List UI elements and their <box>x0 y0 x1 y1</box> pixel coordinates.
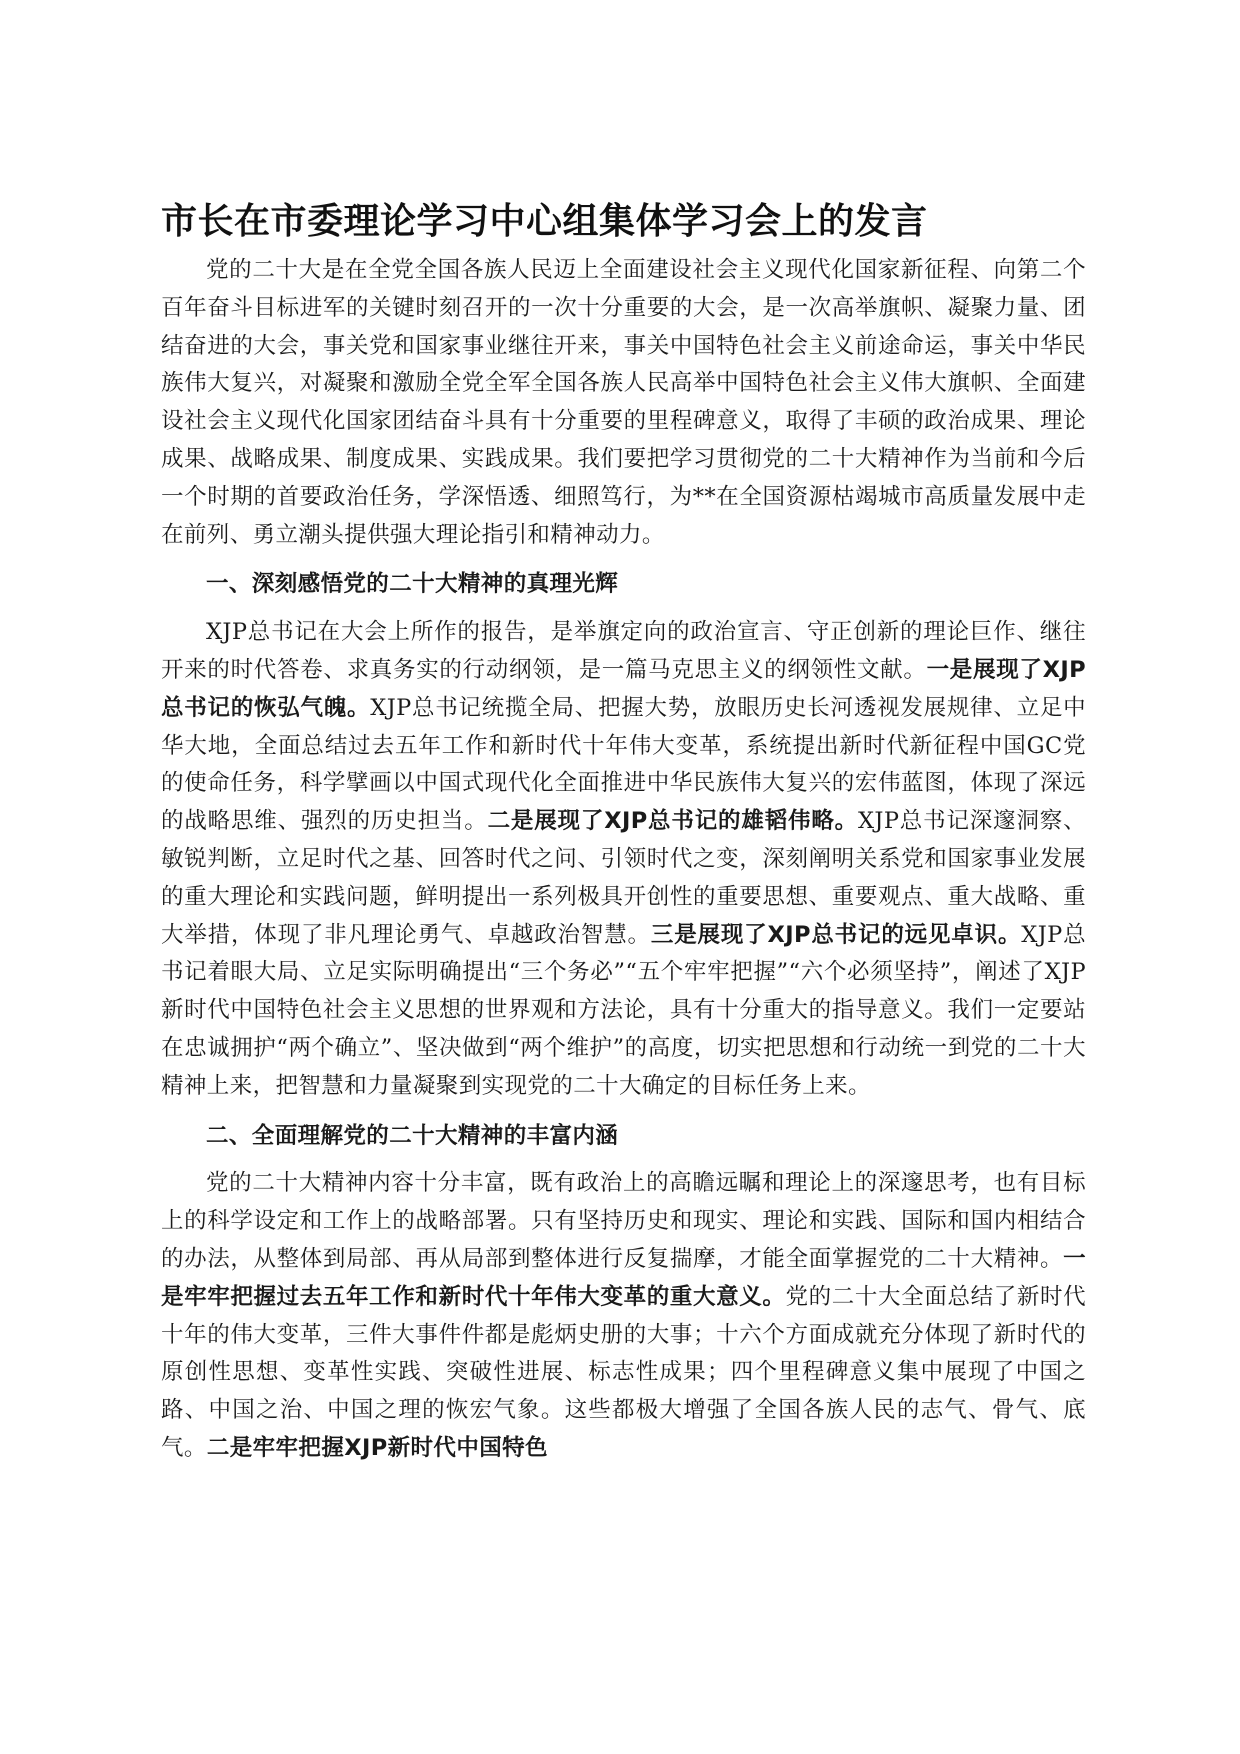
section-1-point-1-text: XJP总书记统揽全局、把握大势，放眼历史长河透视发展规律、立足中华大地，全面总结过去五年工作和新时代十年伟大变革，系统提出新时代新征程中国GC党的使命任务，科学擘画以中国式现代化全面推进中华民族伟大复兴的宏伟蓝图，体现了深远的战略思维、强烈的历史担当。 <box>161 694 1086 835</box>
section-1-point-3-bold: 三是展现了XJP总书记的远见卓识。 <box>650 921 1022 948</box>
document-page <box>161 200 1086 1468</box>
section-1-heading: 一、深刻感悟党的二十大精神的真理光辉 <box>206 571 619 598</box>
section-2-text-open: 党的二十大精神内容十分丰富，既有政治上的高瞻远瞩和理论上的深邃思考，也有目标上的科学设定和工作上的战略部署。只有坚持历史和现实、理论和实践、国际和国内相结合的办法，从整体到局部、再从局部到整体进行反复揣摩，才能全面掌握党的二十大精神。 <box>161 1170 1086 1272</box>
section-1-point-2-bold: 二是展现了XJP总书记的雄韬伟略。 <box>487 808 858 835</box>
section-1-paragraph <box>161 614 1086 1105</box>
section-2-heading: 二、全面理解党的二十大精神的丰富内涵 <box>206 1122 619 1149</box>
intro-paragraph: 党的二十大是在全党全国各族人民迈上全面建设社会主义现代化国家新征程、向第二个百年奋斗目标进军的关键时刻召开的一次十分重要的大会，是一次高举旗帜、凝聚力量、团结奋进的大会，事关党和国家事业继往开来，事关中国特色社会主义前途命运，事关中华民族伟大复兴，对凝聚和激励全党全军全国各族人民高举中国特色社会主义伟大旗帜、全面建设社会主义现代化国家团结奋斗具有十分重要的里程碑意义，取得了丰硕的政治成果、理论成果、战略成果、制度成果、实践成果。我们要把学习贯彻党的二十大精神作为当前和今后一个时期的首要政治任务，学深悟透、细照笃行，为**在全国资源枯竭城市高质量发展中走在前列、勇立潮头提供强大理论指引和精神动力。 <box>161 257 1086 548</box>
section-1-text-open: XJP总书记在大会上所作的报告，是举旗定向的政治宣言、守正创新的理论巨作、继往开来的时代答卷、求真务实的行动纲领，是一篇马克思主义的纲领性文献。 <box>161 619 1086 683</box>
section-1-point-1-bold: 一是展现了XJP总书记的恢弘气魄。 <box>161 656 1087 721</box>
section-2-paragraph <box>161 1165 1086 1467</box>
section-2-point-1-text: 党的二十大全面总结了新时代十年的伟大变革，三件大事件件都是彪炳史册的大事；十六个方面成就充分体现了新时代的原创性思想、变革性实践、突破性进展、标志性成果；四个里程碑意义集中展现了中国之路、中国之治、中国之理的恢宏气象。这些都极大增强了全国各族人民的志气、骨气、底气。 <box>161 1283 1086 1461</box>
section-1-point-2-text: XJP总书记深邃洞察、敏锐判断，立足时代之基、回答时代之问、引领时代之变，深刻阐明关系党和国家事业发展的重大理论和实践问题，鲜明提出一系列极具开创性的重要思想、重要观点、重大战略、重大举措，体现了非凡理论勇气、卓越政治智慧。 <box>161 808 1086 948</box>
section-2-point-2-bold: 二是牢牢把握XJP新时代中国特色 <box>206 1434 548 1461</box>
document-title: 市长在市委理论学习中心组集体学习会上的发言 <box>161 201 928 242</box>
section-2-point-1-bold: 一是牢牢把握过去五年工作和新时代十年伟大变革的重大意义。 <box>161 1245 1086 1310</box>
section-1-point-3-text: XJP总书记着眼大局、立足实际明确提出“三个务必”“五个牢牢把握”“六个必须坚持”，阐述了XJP新时代中国特色社会主义思想的世界观和方法论，具有十分重大的指导意义。我们一定要站在忠诚拥护“两个确立”、坚决做到“两个维护”的高度，切实把思想和行动统一到党的二十大精神上来，把智慧和力量凝聚到实现党的二十大确定的目标任务上来。 <box>161 921 1087 1099</box>
